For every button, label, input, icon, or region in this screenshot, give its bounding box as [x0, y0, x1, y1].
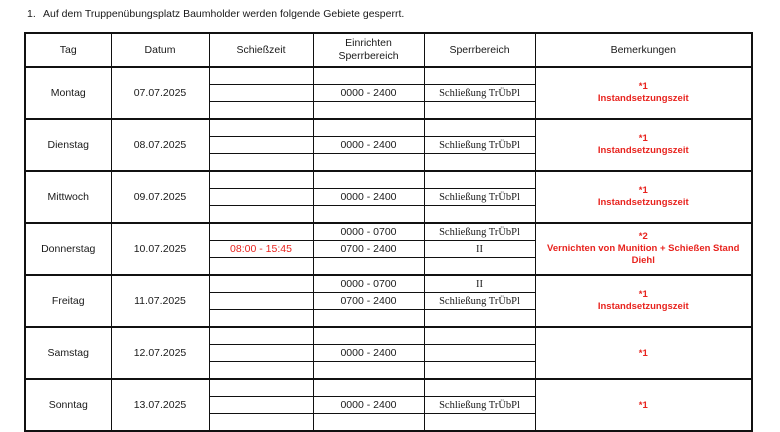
- remark-text: Instandsetzungszeit: [597, 197, 689, 208]
- cell-einrichten: [313, 379, 424, 397]
- cell-tag: Montag: [25, 67, 111, 119]
- cell-datum: 09.07.2025: [111, 171, 209, 223]
- cell-schiesszeit: [209, 154, 313, 172]
- cell-schiesszeit: [209, 310, 313, 328]
- section-heading-text: Auf dem Truppenübungsplatz Baumholder werden folgende Gebiete gesperrt.: [43, 8, 405, 20]
- remark-text: Instandsetzungszeit: [597, 301, 689, 312]
- cell-sperrbereich: Schließung TrÜbPl: [424, 189, 535, 206]
- cell-einrichten: 0000 - 2400: [313, 345, 424, 362]
- cell-einrichten: 0000 - 2400: [313, 189, 424, 206]
- col-header-sperrbereich: Sperrbereich: [424, 33, 535, 67]
- cell-einrichten: 0000 - 2400: [313, 85, 424, 102]
- cell-schiesszeit: 08:00 - 15:45: [209, 241, 313, 258]
- remark-code: *1: [638, 133, 648, 144]
- cell-einrichten: [313, 154, 424, 172]
- cell-datum: 13.07.2025: [111, 379, 209, 431]
- cell-einrichten: [313, 310, 424, 328]
- remark-text: Instandsetzungszeit: [597, 93, 689, 104]
- cell-einrichten: 0000 - 2400: [313, 137, 424, 154]
- cell-einrichten: [313, 102, 424, 120]
- cell-einrichten: [313, 171, 424, 189]
- cell-einrichten: [313, 119, 424, 137]
- cell-bemerkungen: [535, 327, 752, 379]
- col-header-tag: Tag: [25, 33, 111, 67]
- cell-schiesszeit: [209, 345, 313, 362]
- cell-sperrbereich: [424, 171, 535, 189]
- col-header-bemerkungen: Bemerkungen: [535, 33, 752, 67]
- cell-datum: 12.07.2025: [111, 327, 209, 379]
- remark-text: Instandsetzungszeit: [597, 145, 689, 156]
- cell-schiesszeit: [209, 223, 313, 241]
- cell-bemerkungen: [535, 223, 752, 275]
- remark: [598, 133, 689, 157]
- cell-einrichten: [313, 362, 424, 380]
- cell-datum: 10.07.2025: [111, 223, 209, 275]
- remark-code: *1: [638, 347, 648, 359]
- col-header-datum: Datum: [111, 33, 209, 67]
- cell-sperrbereich: [424, 154, 535, 172]
- cell-schiesszeit: [209, 119, 313, 137]
- section-number: 1.: [27, 8, 36, 20]
- section-heading: [27, 8, 404, 20]
- cell-einrichten: 0000 - 0700: [313, 223, 424, 241]
- cell-bemerkungen: [535, 171, 752, 223]
- cell-schiesszeit: [209, 275, 313, 293]
- remark-code: *1: [638, 81, 648, 92]
- cell-sperrbereich: [424, 362, 535, 380]
- cell-sperrbereich: [424, 102, 535, 120]
- cell-tag: Sonntag: [25, 379, 111, 431]
- cell-einrichten: 0700 - 2400: [313, 241, 424, 258]
- cell-schiesszeit: [209, 171, 313, 189]
- remark-code: *1: [638, 399, 648, 411]
- cell-sperrbereich: [424, 119, 535, 137]
- cell-schiesszeit: [209, 189, 313, 206]
- cell-einrichten: [313, 67, 424, 85]
- remark-code: *2: [638, 231, 648, 242]
- table-row: [25, 327, 752, 345]
- cell-sperrbereich: [424, 345, 535, 362]
- cell-tag: Dienstag: [25, 119, 111, 171]
- cell-einrichten: [313, 327, 424, 345]
- cell-bemerkungen: [535, 379, 752, 431]
- cell-schiesszeit: [209, 293, 313, 310]
- remark: [598, 185, 689, 209]
- cell-tag: Freitag: [25, 275, 111, 327]
- cell-schiesszeit: [209, 85, 313, 102]
- col-header-einrichten: Einrichten Sperrbereich: [313, 33, 424, 67]
- remark: [598, 81, 689, 105]
- cell-einrichten: 0000 - 2400: [313, 397, 424, 414]
- remark: [639, 348, 648, 360]
- remark: [598, 289, 689, 313]
- closure-table: [24, 32, 753, 432]
- cell-schiesszeit: [209, 414, 313, 432]
- cell-sperrbereich: II: [424, 241, 535, 258]
- cell-tag: Mittwoch: [25, 171, 111, 223]
- cell-sperrbereich: [424, 206, 535, 224]
- col-header-schiesszeit: Schießzeit: [209, 33, 313, 67]
- remark-code: *1: [638, 289, 648, 300]
- cell-datum: 11.07.2025: [111, 275, 209, 327]
- cell-schiesszeit: [209, 397, 313, 414]
- cell-sperrbereich: Schließung TrÜbPl: [424, 293, 535, 310]
- cell-einrichten: [313, 258, 424, 276]
- cell-sperrbereich: II: [424, 275, 535, 293]
- remark: [536, 231, 752, 267]
- cell-einrichten: 0700 - 2400: [313, 293, 424, 310]
- cell-tag: Donnerstag: [25, 223, 111, 275]
- cell-schiesszeit: [209, 102, 313, 120]
- cell-sperrbereich: [424, 310, 535, 328]
- table-header-row: [25, 33, 752, 67]
- cell-tag: Samstag: [25, 327, 111, 379]
- cell-datum: 07.07.2025: [111, 67, 209, 119]
- table-row: [25, 119, 752, 137]
- table-row: [25, 171, 752, 189]
- cell-bemerkungen: [535, 119, 752, 171]
- cell-schiesszeit: [209, 379, 313, 397]
- table-row: [25, 223, 752, 241]
- cell-sperrbereich: [424, 379, 535, 397]
- cell-sperrbereich: Schließung TrÜbPl: [424, 85, 535, 102]
- cell-sperrbereich: Schließung TrÜbPl: [424, 223, 535, 241]
- remark-code: *1: [638, 185, 648, 196]
- cell-sperrbereich: [424, 414, 535, 432]
- cell-bemerkungen: [535, 275, 752, 327]
- cell-schiesszeit: [209, 258, 313, 276]
- table-row: [25, 275, 752, 293]
- cell-schiesszeit: [209, 137, 313, 154]
- cell-bemerkungen: [535, 67, 752, 119]
- cell-einrichten: [313, 206, 424, 224]
- cell-sperrbereich: [424, 327, 535, 345]
- cell-sperrbereich: Schließung TrÜbPl: [424, 397, 535, 414]
- table-row: [25, 67, 752, 85]
- cell-schiesszeit: [209, 67, 313, 85]
- cell-datum: 08.07.2025: [111, 119, 209, 171]
- cell-einrichten: [313, 414, 424, 432]
- cell-sperrbereich: [424, 67, 535, 85]
- table-row: [25, 379, 752, 397]
- cell-einrichten: 0000 - 0700: [313, 275, 424, 293]
- remark-text: Vernichten von Munition + Schießen Stand Diehl: [547, 243, 740, 266]
- cell-schiesszeit: [209, 362, 313, 380]
- cell-sperrbereich: Schließung TrÜbPl: [424, 137, 535, 154]
- cell-sperrbereich: [424, 258, 535, 276]
- cell-schiesszeit: [209, 206, 313, 224]
- remark: [639, 400, 648, 412]
- cell-schiesszeit: [209, 327, 313, 345]
